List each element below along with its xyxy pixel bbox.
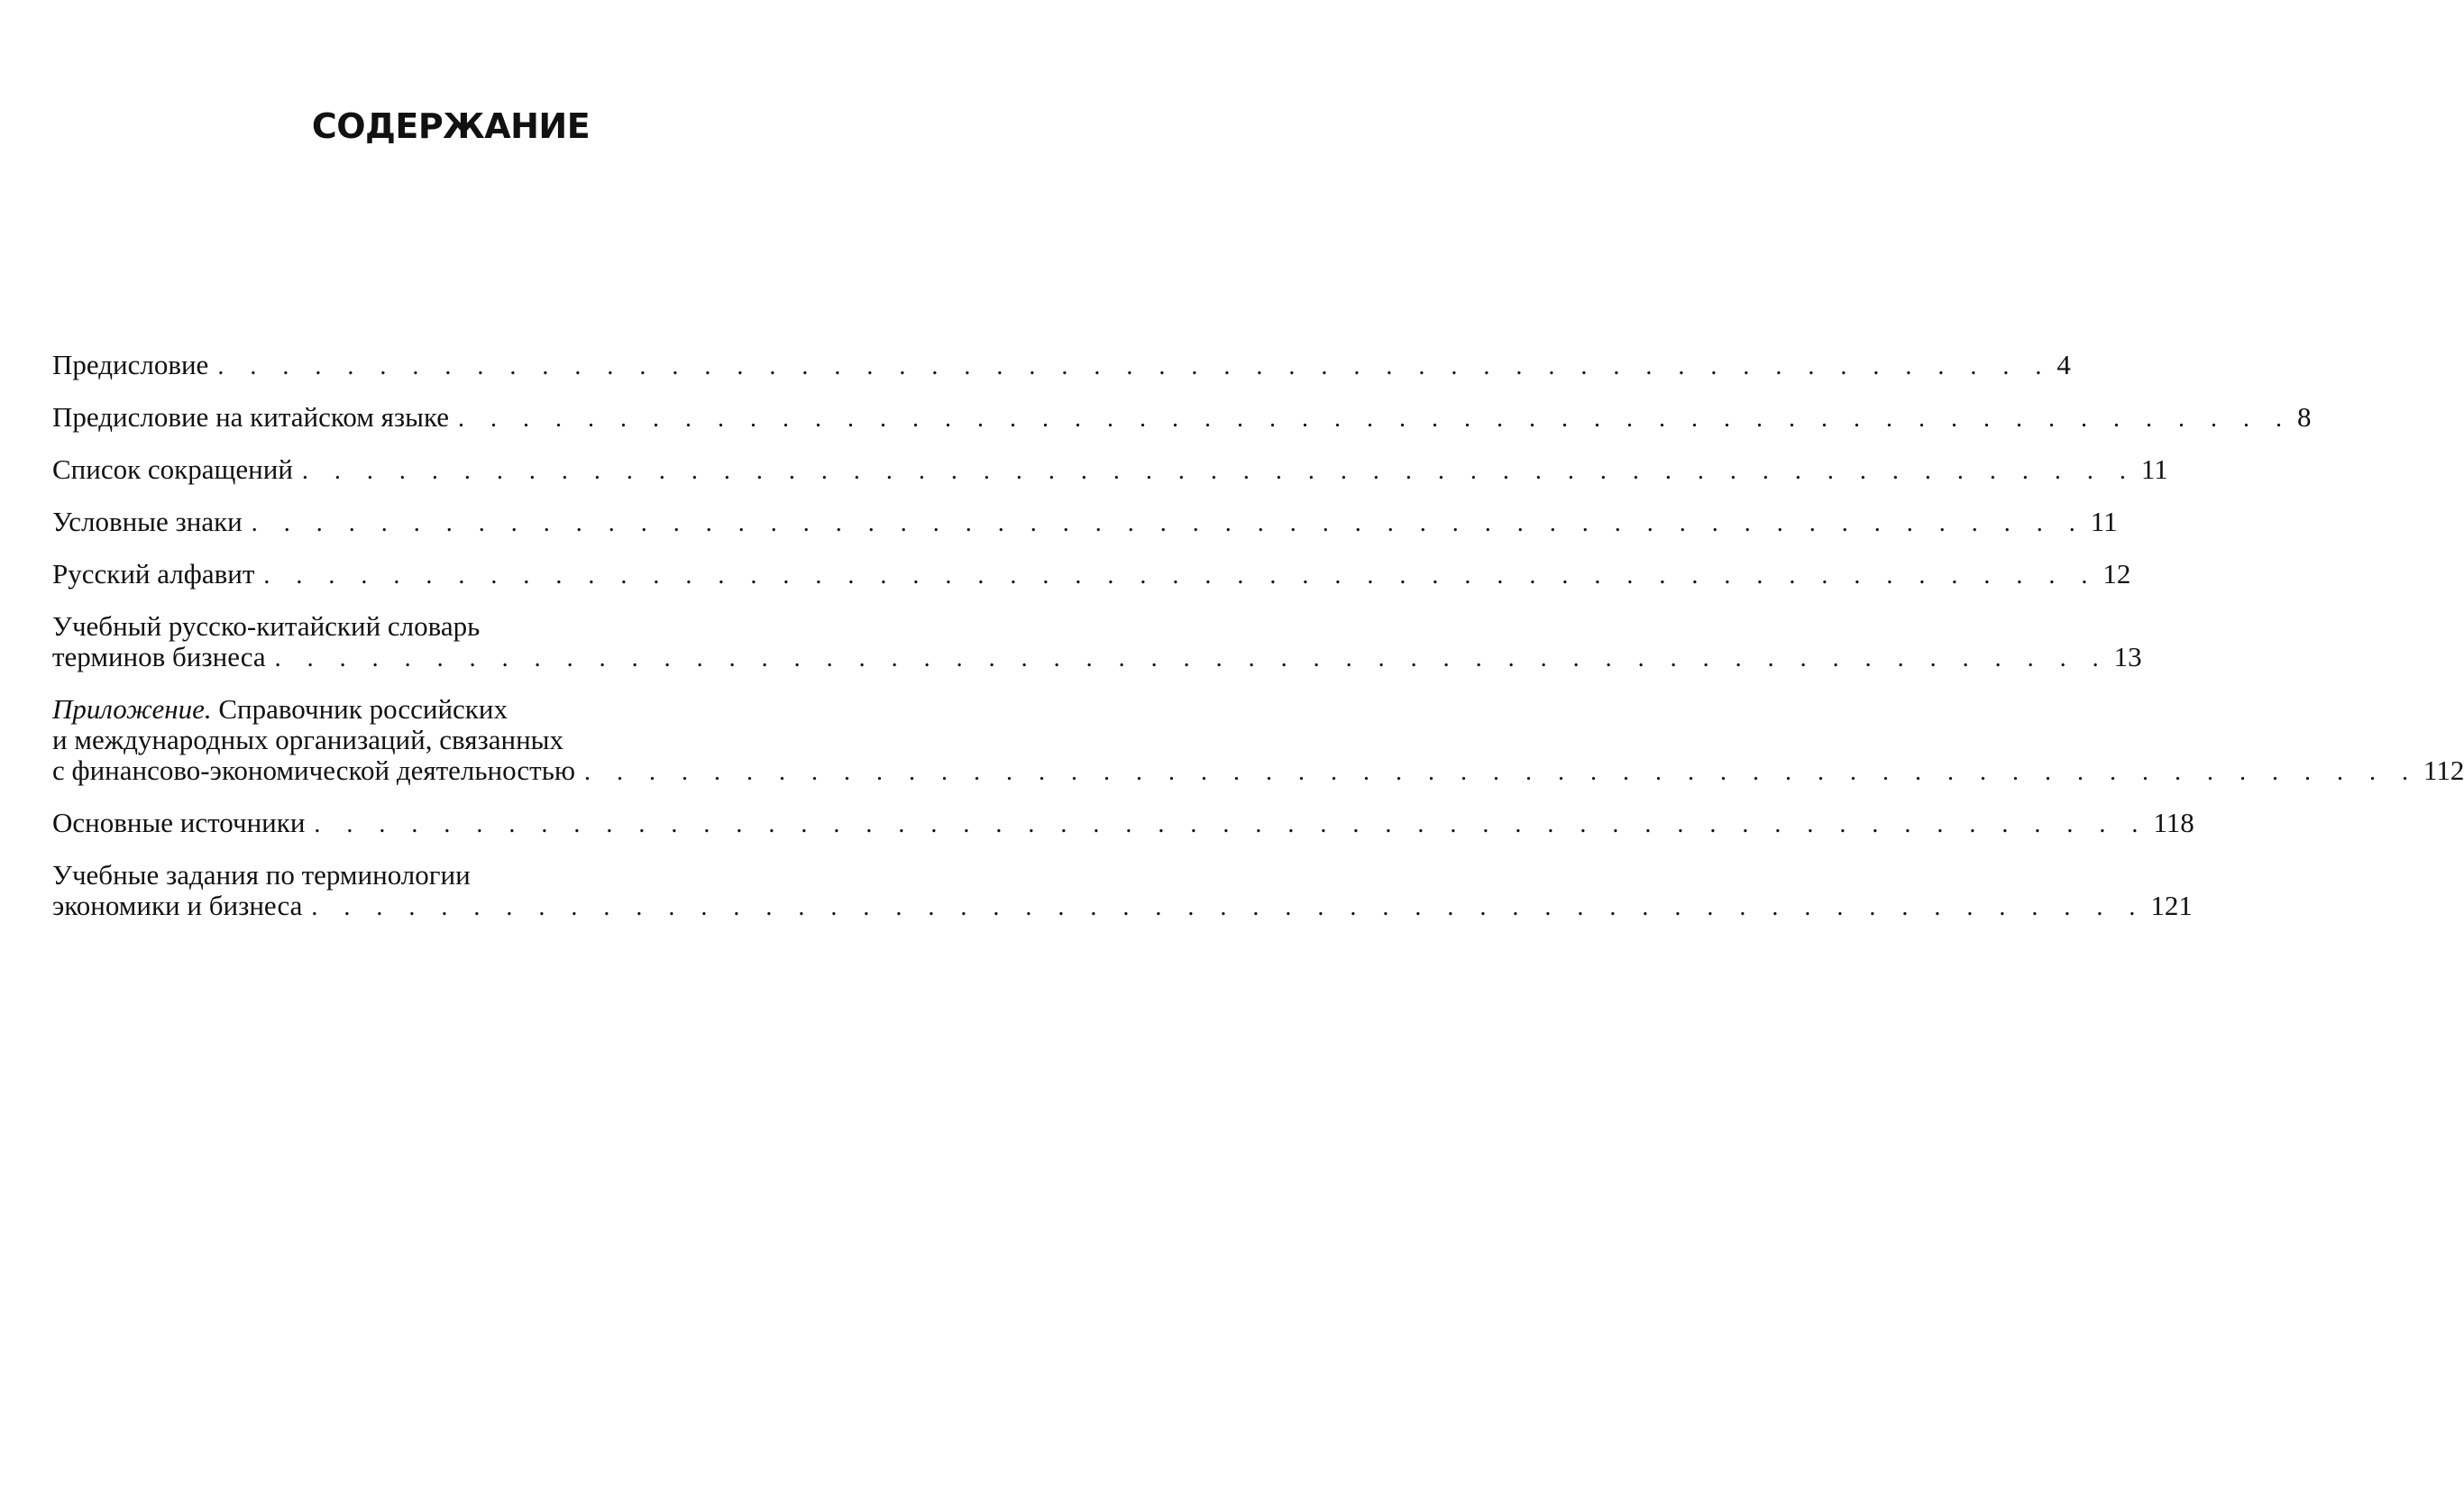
toc-page-number: 8	[2297, 401, 2312, 433]
dot-leader: . . . . . . . . . . . . . . . . . . . . . . . . . . . . . . . . . . . . . . . . . . . . . . . . . . . . . . . . .	[458, 405, 2292, 433]
toc-entry-line	[52, 506, 2118, 539]
toc-page-number: 4	[2056, 349, 2071, 380]
toc-page-number: 13	[2113, 641, 2142, 672]
dot-leader: . . . . . . . . . . . . . . . . . . . . . . . . . . . . . . . . . . . . . . . . . . . . . . . . . . . . . . . . .	[274, 644, 2109, 672]
toc-entry[interactable]	[52, 401, 2312, 434]
toc-entry-title: экономики и бизнеса	[52, 890, 303, 921]
toc-entry[interactable]	[52, 610, 2142, 674]
appendix-label: Приложение.	[52, 693, 212, 725]
toc-entry-title-line: и международных организаций, связанных	[52, 724, 563, 755]
dot-leader: . . . . . . . . . . . . . . . . . . . . . . . . . . . . . . . . . . . . . . . . . . . . . . . . . . . . . . . . .	[584, 758, 2419, 786]
dot-leader: . . . . . . . . . . . . . . . . . . . . . . . . . . . . . . . . . . . . . . . . . . . . . . . . . . . . . . . . .	[301, 457, 2136, 485]
toc-entry-title: Список сокращений	[52, 453, 293, 485]
toc-entry[interactable]	[52, 807, 2194, 840]
toc-entry-title-line: Учебные задания по терминологии	[52, 859, 471, 891]
toc-entry-title: терминов бизнеса	[52, 641, 266, 672]
toc-entry[interactable]	[52, 349, 2071, 382]
toc-entry-title: Предисловие на китайском языке	[52, 401, 449, 433]
toc-entry-line	[52, 807, 2194, 840]
dot-leader: . . . . . . . . . . . . . . . . . . . . . . . . . . . . . . . . . . . . . . . . . . . . . . . . . . . . . . . . .	[251, 509, 2085, 537]
dot-leader: . . . . . . . . . . . . . . . . . . . . . . . . . . . . . . . . . . . . . . . . . . . . . . . . . . . . . . . . .	[314, 810, 2148, 838]
toc-entry-line	[52, 641, 2142, 674]
toc-entry[interactable]	[52, 859, 2193, 923]
toc-entry-line	[52, 890, 2193, 923]
toc-entry[interactable]	[52, 453, 2168, 487]
toc-entry-line	[52, 349, 2071, 382]
toc-entry-title: Предисловие	[52, 349, 209, 380]
toc-entry[interactable]	[52, 506, 2118, 539]
toc-entry-title: Основные источники	[52, 807, 306, 838]
dot-leader: . . . . . . . . . . . . . . . . . . . . . . . . . . . . . . . . . . . . . . . . . . . . . . . . . . . . . . . . .	[217, 352, 2052, 380]
toc-entry-title: Условные знаки	[52, 506, 243, 537]
toc-page-number: 121	[2150, 890, 2193, 921]
toc-entry-title: Справочник российских	[211, 693, 508, 725]
toc-page-number: 12	[2102, 558, 2131, 590]
toc-entry-title-line: Учебный русско-китайский словарь	[52, 610, 481, 642]
toc-entry-line	[52, 453, 2168, 487]
toc-page-number: 112	[2423, 754, 2464, 786]
toc-entry-title: Русский алфавит	[52, 558, 255, 590]
toc-page-number: 11	[2090, 506, 2118, 537]
dot-leader: . . . . . . . . . . . . . . . . . . . . . . . . . . . . . . . . . . . . . . . . . . . . . . . . . . . . . . . . .	[263, 562, 2098, 590]
toc-page-number: 11	[2140, 453, 2168, 485]
page-title: СОДЕРЖАНИЕ	[311, 106, 591, 146]
toc-entry-line	[52, 401, 2312, 434]
toc-page-number: 118	[2153, 807, 2194, 838]
toc-entry-title-line	[52, 694, 838, 725]
toc-entry[interactable]	[52, 558, 2131, 591]
dot-leader: . . . . . . . . . . . . . . . . . . . . . . . . . . . . . . . . . . . . . . . . . . . . . . . . . . . . . . . . .	[311, 893, 2146, 921]
toc-entry-title: с финансово-экономической деятельностью	[52, 754, 576, 786]
toc-entry-line	[52, 754, 2464, 788]
toc-entry-line	[52, 558, 2131, 591]
toc-entry[interactable]	[52, 693, 2464, 788]
table-of-contents	[52, 349, 2464, 943]
